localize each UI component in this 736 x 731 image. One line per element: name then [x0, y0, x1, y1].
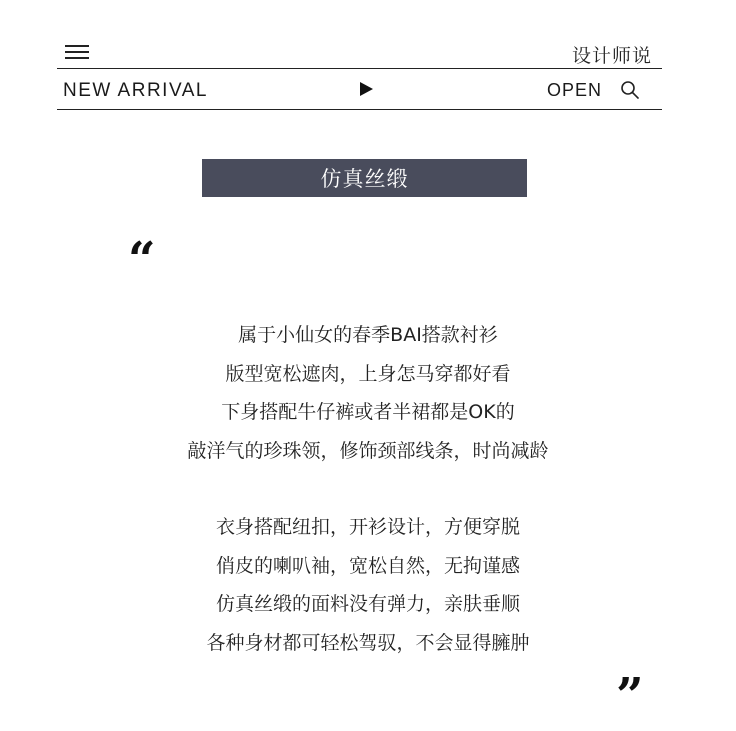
description-line: 属于小仙女的春季BAI搭款衬衫 — [238, 324, 498, 346]
play-icon[interactable] — [360, 82, 373, 96]
description-line: 下身搭配牛仔裤或者半裙都是OK的 — [221, 401, 515, 423]
description-line: 敲洋气的珍珠领，修饰颈部线条，时尚减龄 — [187, 439, 549, 462]
description-line: 衣身搭配纽扣，开衫设计，方便穿脱 — [215, 516, 520, 538]
section-title: 仿真丝缎 — [320, 167, 409, 191]
nav-bar — [57, 69, 662, 110]
description-line: 仿真丝缎的面料没有弹力，亲肤垂顺 — [215, 593, 520, 615]
top-bar — [57, 36, 662, 69]
search-icon[interactable] — [620, 80, 640, 100]
new-arrival-label[interactable]: NEW ARRIVAL — [63, 80, 208, 101]
description-paragraph-2 — [0, 508, 736, 662]
description-line: 版型宽松遮肉，上身怎马穿都好看 — [225, 362, 511, 385]
description-line: 各种身材都可轻松驾驭，不会显得臃肿 — [206, 631, 530, 654]
description-paragraph-1 — [0, 316, 736, 470]
description-text — [0, 316, 736, 662]
open-quote-mark: “ — [128, 232, 156, 288]
section-title-banner — [202, 159, 527, 197]
open-label[interactable]: OPEN — [547, 80, 603, 100]
designer-says-label[interactable]: 设计师说 — [571, 45, 652, 67]
description-line: 俏皮的喇叭袖，宽松自然，无拘谨感 — [215, 554, 520, 577]
menu-icon[interactable] — [65, 45, 89, 59]
close-quote-mark: ” — [616, 668, 644, 724]
